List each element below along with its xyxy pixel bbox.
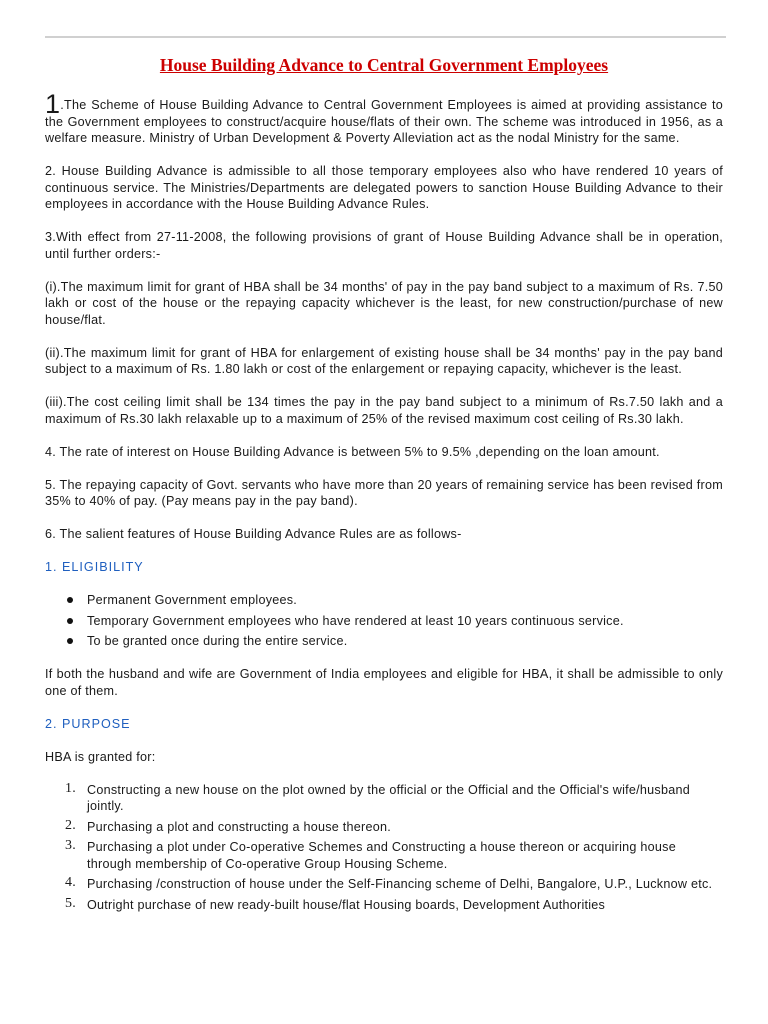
eligibility-item: To be granted once during the entire service. <box>87 633 723 650</box>
eligibility-note: If both the husband and wife are Government of India employees and eligible for HBA, it shall be admissible to only one of them. <box>45 667 723 698</box>
purpose-item-number: 2. <box>65 817 76 833</box>
paragraph-6: 6. The salient features of House Building Advance Rules are as follows- <box>45 527 462 541</box>
purpose-item-number: 3. <box>65 838 76 853</box>
purpose-item-text: Purchasing a plot under Co-operative Schemes and Constructing a house thereon or acquiring house through membership of Co-operative Group Housing Scheme. <box>87 840 676 871</box>
top-divider <box>45 36 726 38</box>
purpose-item <box>65 780 723 815</box>
purpose-list <box>45 782 723 914</box>
purpose-item <box>65 817 723 836</box>
document-title: House Building Advance to Central Government Employees <box>159 55 609 75</box>
eligibility-heading: 1. ELIGIBILITY <box>45 560 144 574</box>
purpose-item-text: Purchasing /construction of house under the Self-Financing scheme of Delhi, Bangalore, U.P., Lucknow etc. <box>87 877 713 891</box>
paragraph-3-iii: (iii).The cost ceiling limit shall be 134 times the pay in the pay band subject to a minimum of Rs.7.50 lakh and a maximum of Rs.30 lakh relaxable up to a maximum of 25% of the revised maximum cost ceiling of Rs.30 lakh. <box>45 395 723 426</box>
purpose-item-number: 1. <box>65 780 76 796</box>
paragraph-1-number: 1 <box>45 89 61 119</box>
purpose-item-text: Constructing a new house on the plot owned by the official or the Official and the Official's wife/husband jointly. <box>87 782 690 813</box>
document-body <box>45 89 723 917</box>
paragraph-1 <box>45 89 723 147</box>
eligibility-list <box>45 592 723 650</box>
purpose-item <box>65 895 723 914</box>
paragraph-3: 3.With effect from 27-11-2008, the following provisions of grant of House Building Advance shall be in operation, until further orders:- <box>45 230 723 261</box>
purpose-item <box>65 875 723 893</box>
eligibility-item: Temporary Government employees who have rendered at least 10 years continuous service. <box>87 613 723 630</box>
paragraph-3-i: (i).The maximum limit for grant of HBA shall be 34 months' of pay in the pay band subject to a maximum of Rs. 7.50 lakh or cost of the house or the repaying capacity whichever is the least, for new construction/purchase of new house/flat. <box>45 279 723 327</box>
purpose-item-number: 4. <box>65 875 76 890</box>
purpose-intro: HBA is granted for: <box>45 749 156 764</box>
purpose-item-number: 5. <box>65 895 76 911</box>
paragraph-5: 5. The repaying capacity of Govt. servants who have more than 20 years of remaining service has been revised from 35% to 40% of pay. (Pay means pay in the pay band). <box>45 477 723 508</box>
purpose-item <box>65 838 723 872</box>
eligibility-item: Permanent Government employees. <box>87 592 723 609</box>
purpose-heading: 2. PURPOSE <box>45 716 131 731</box>
purpose-item-text: Outright purchase of new ready-built house/flat Housing boards, Development Authorities <box>87 897 606 912</box>
paragraph-3-ii: (ii).The maximum limit for grant of HBA for enlargement of existing house shall be 34 months' pay in the pay band subject to a maximum of Rs. 1.80 lakh or cost of the enlargement or repaying capacity, whichever is the least. <box>45 345 723 376</box>
paragraph-1-text: .The Scheme of House Building Advance to Central Government Employees is aimed at providing assistance to the Government employees to construct/acquire house/flats of their own. The scheme was introduced in 1956, as a welfare measure. Ministry of Urban Development & Poverty Alleviation act as the nodal Ministry for the same. <box>45 98 723 145</box>
paragraph-2: 2. House Building Advance is admissible to all those temporary employees also who have rendered 10 years of continuous service. The Ministries/Departments are delegated powers to sanction House Building Advance to their employees in accordance with the House Building Advance Rules. <box>45 164 723 211</box>
purpose-item-text: Purchasing a plot and constructing a house thereon. <box>87 819 391 834</box>
paragraph-4: 4. The rate of interest on House Building Advance is between 5% to 9.5% ,depending on the loan amount. <box>45 444 660 459</box>
